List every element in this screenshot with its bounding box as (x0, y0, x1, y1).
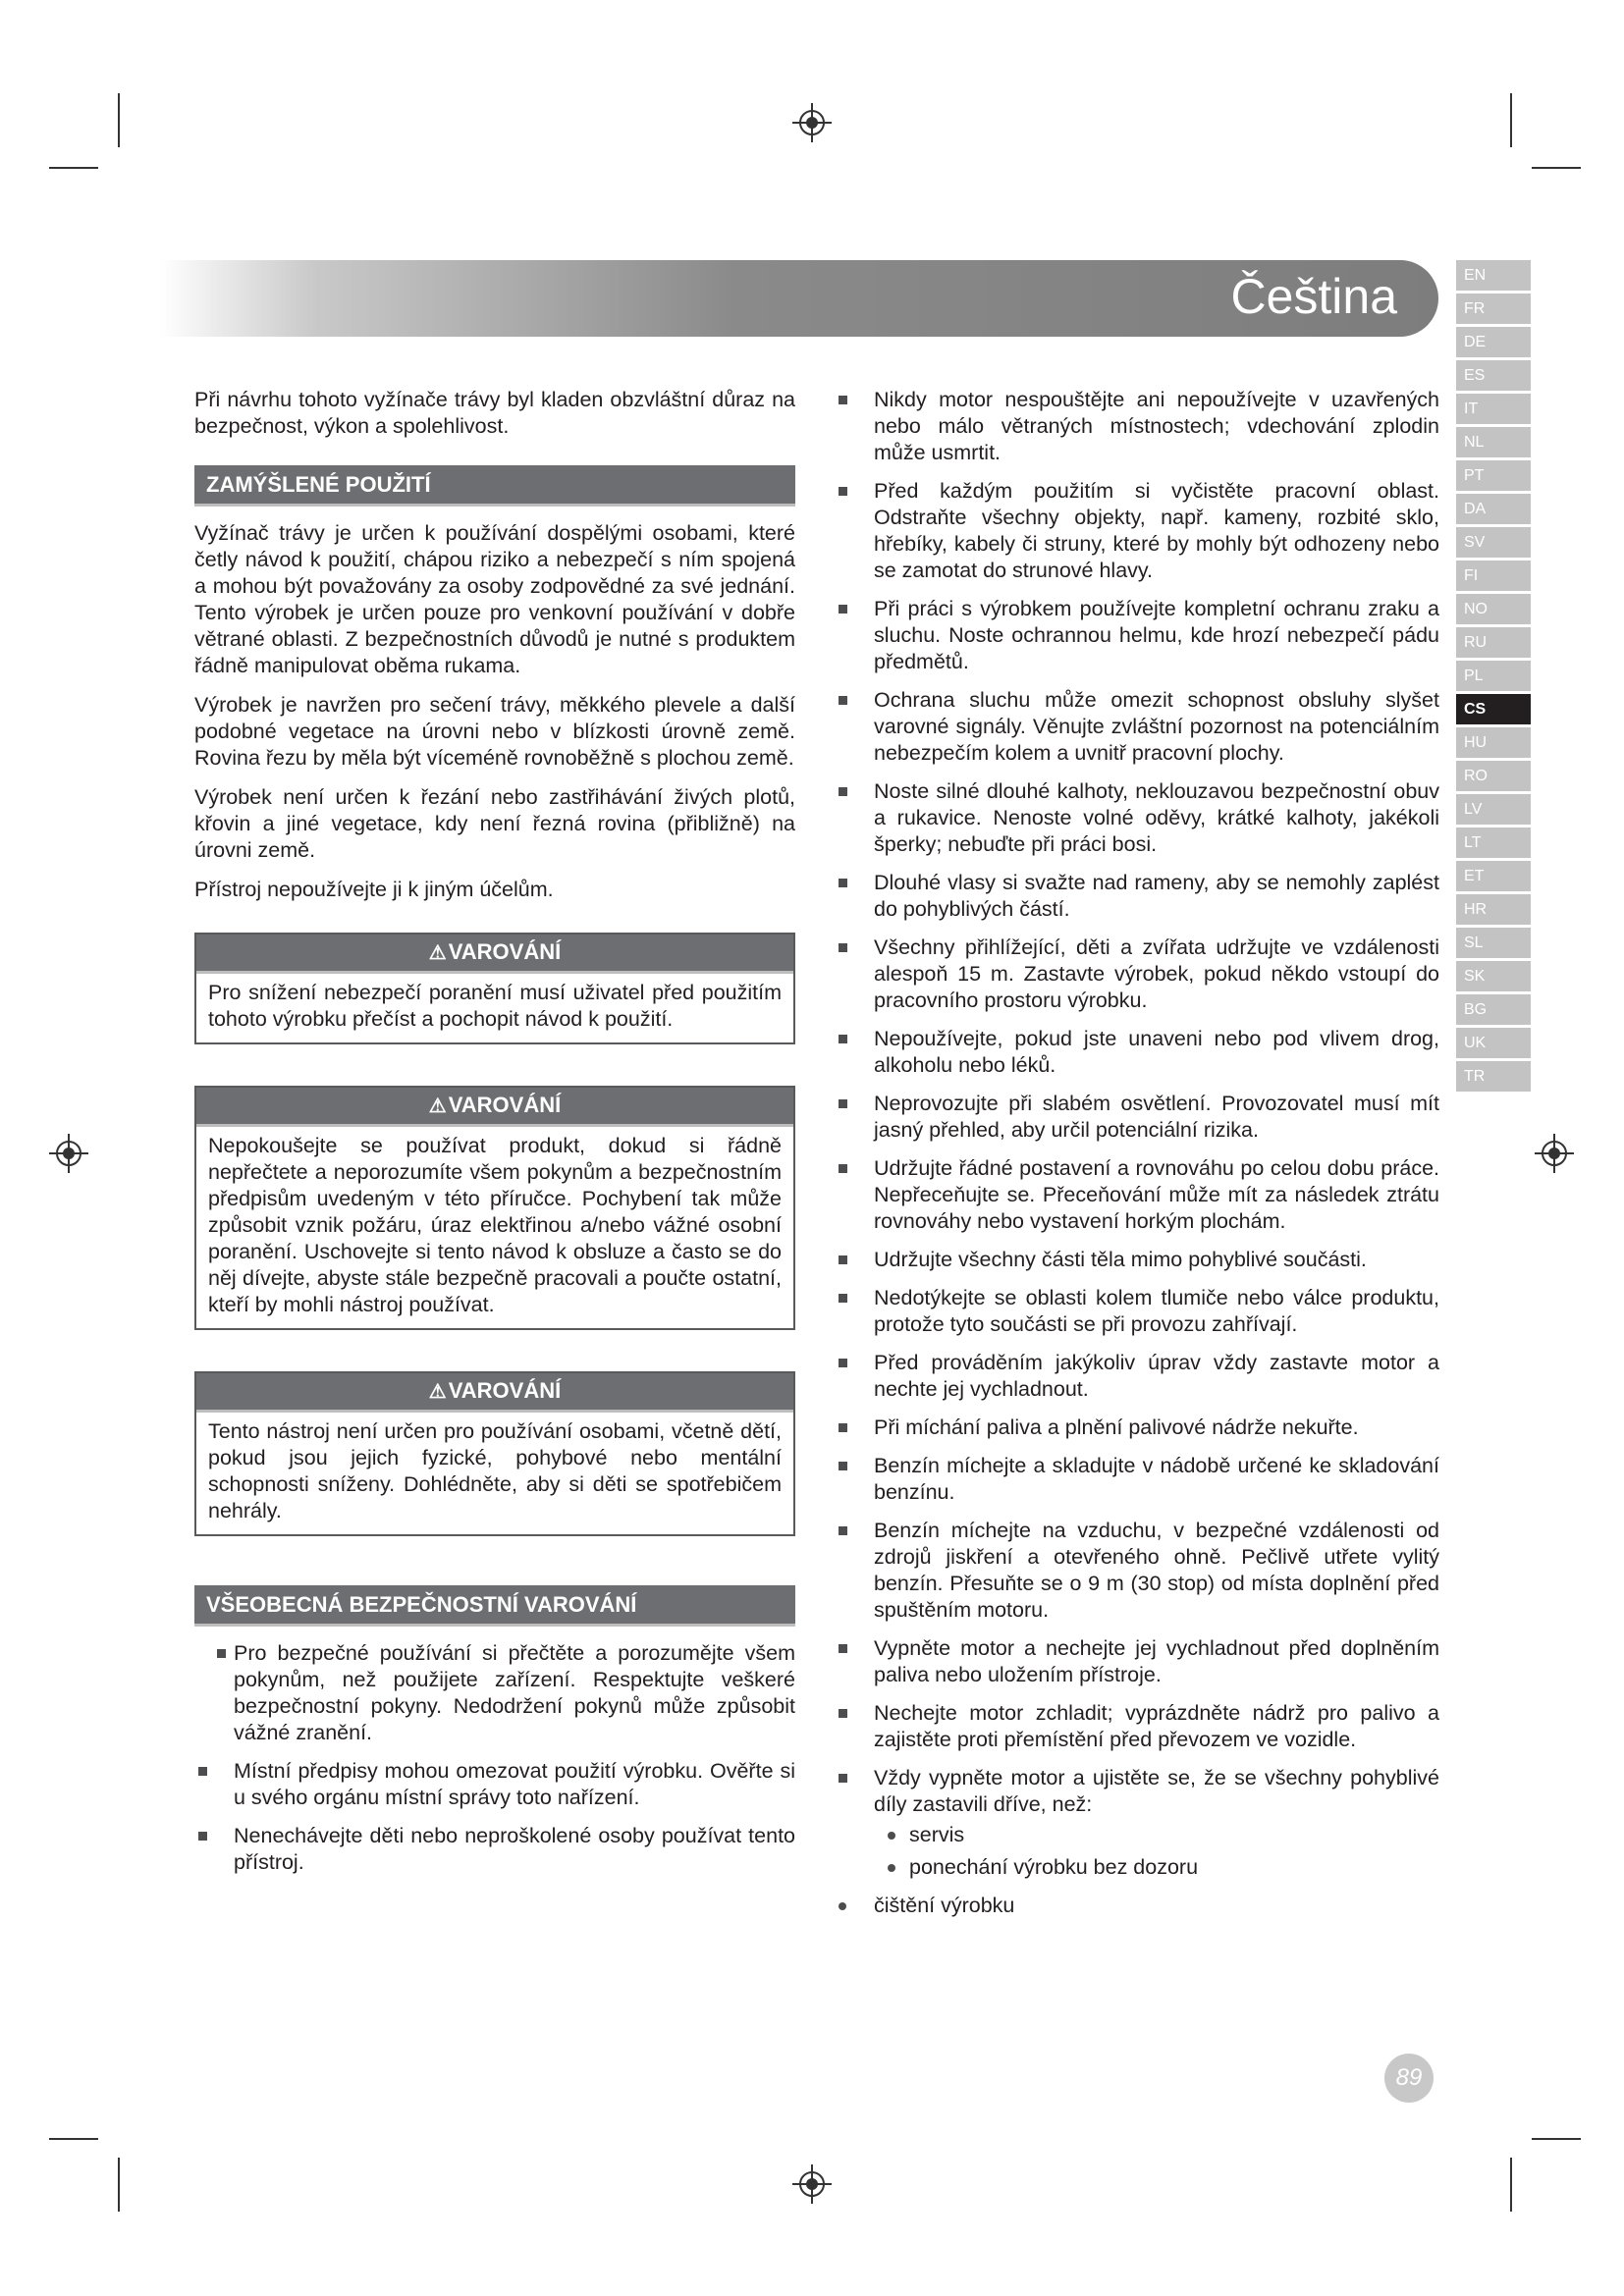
list-item (194, 1758, 795, 1811)
list-item (835, 1893, 1439, 1919)
sub-list-item-text: ponechání výrobku bez dozoru (909, 1855, 1199, 1879)
list-item (835, 934, 1439, 1014)
list-item (835, 1155, 1439, 1235)
list-item (194, 1640, 795, 1746)
list-item-text: čištění výrobku (874, 1894, 1015, 1917)
bullet-square-icon (839, 1164, 847, 1173)
list-item-text: Pro bezpečné používání si přečtěte a porozumějte všem pokynům, než použijete zařízení. Respektujte veškeré bezpečnostní pokyny. Nedodržení pokynů může způsobit vážné zranění. (234, 1641, 795, 1744)
warning-text: Nepokoušejte se používat produkt, dokud si řádně nepřečtete a neporozumíte všem pokynům a bezpečnostním předpisům uvedeným v této příručce. Pochybení tak může způsobit vznik požáru, úraz elektřinou a/nebo vážné osobní poranění. Uschovejte si tento návod k obsluze a často se do něj dívejte, abyste stále bezpečně pracovali a poučte ostatní, kteří by mohli nástroj používat. (208, 1134, 782, 1316)
warning-triangle-icon: ⚠ (428, 942, 447, 964)
registration-mark-icon (792, 2164, 832, 2204)
list-item (835, 1518, 1439, 1624)
list-item-text: Nedotýkejte se oblasti kolem tlumiče nebo válce produktu, protože tyto součásti se při provozu zahřívají. (874, 1286, 1439, 1336)
list-item (835, 1453, 1439, 1506)
language-tab-fr[interactable]: FR (1456, 294, 1531, 324)
list-item-text: Nepoužívejte, pokud jste unaveni nebo pod vlivem drog, alkoholu nebo léků. (874, 1027, 1439, 1077)
language-tab-sk[interactable]: SK (1456, 961, 1531, 991)
bullet-square-icon (839, 1462, 847, 1470)
bullet-square-icon (839, 1359, 847, 1367)
bullet-dot-icon (839, 1902, 846, 1910)
warning-box (194, 1086, 795, 1330)
bullet-square-icon (839, 1644, 847, 1653)
language-tab-it[interactable]: IT (1456, 394, 1531, 424)
language-tab-pt[interactable]: PT (1456, 460, 1531, 491)
warning-box (194, 933, 795, 1044)
language-tab-hr[interactable]: HR (1456, 894, 1531, 925)
list-item (835, 1415, 1439, 1441)
bullet-square-icon (839, 487, 847, 496)
intended-use-paragraph: Vyžínač trávy je určen k používání dospělými osobami, které četly návod k použití, chápou riziko a nebezpečí s ním spojená a mohou být považovány za osoby zodpovědné za své jednání. Tento výrobek je určen pouze pro venkovní používání v dobře větrané oblasti. Z bezpečnostních důvodů je nutné s produktem řádně manipulovat oběma rukama. (194, 521, 795, 677)
warning-triangle-icon: ⚠ (428, 1381, 447, 1403)
warning-heading (196, 1088, 793, 1127)
list-item-text: Místní předpisy mohou omezovat použití výrobku. Ověřte si u svého orgánu místní správy toto nařízení. (234, 1759, 795, 1809)
bullet-square-icon (839, 787, 847, 796)
language-tab-ro[interactable]: RO (1456, 761, 1531, 791)
warning-text: Tento nástroj není určen pro používání osobami, včetně dětí, pokud jsou jejich fyzické, pohybové nebo mentální schopnosti sníženy. Dohlédněte, aby si děti se spotřebičem nehrály. (208, 1419, 782, 1522)
list-item-text: Vždy vypněte motor a ujistěte se, že se všechny pohyblivé díly zastavili dříve, než: (874, 1766, 1439, 1816)
list-item-text: Všechny přihlížející, děti a zvířata udržujte ve vzdálenosti alespoň 15 m. Zastavte výrobek, pokud někdo vstoupí do pracovního prostoru výrobku. (874, 935, 1439, 1012)
bullet-square-icon (839, 943, 847, 952)
bullet-square-icon (839, 696, 847, 705)
list-item-text: Benzín míchejte a skladujte v nádobě určené ke skladování benzínu. (874, 1454, 1439, 1504)
bullet-square-icon (198, 1767, 207, 1776)
list-item-text: Před prováděním jakýkoliv úprav vždy zastavte motor a nechte jej vychladnout. (874, 1351, 1439, 1401)
list-item (835, 1765, 1439, 1881)
bullet-square-icon (839, 1255, 847, 1264)
intro-paragraph: Při návrhu tohoto vyžínače trávy byl kladen obzvláštní důraz na bezpečnost, výkon a spolehlivost. (194, 388, 795, 438)
list-item-text: Nenechávejte děti nebo neproškolené osoby používat tento přístroj. (234, 1824, 795, 1874)
language-tab-uk[interactable]: UK (1456, 1028, 1531, 1058)
sub-list-item (874, 1822, 1439, 1848)
language-tab-et[interactable]: ET (1456, 861, 1531, 891)
bullet-square-icon (839, 1526, 847, 1535)
language-tab-lt[interactable]: LT (1456, 828, 1531, 858)
language-tab-sv[interactable]: SV (1456, 527, 1531, 558)
list-item-text: Noste silné dlouhé kalhoty, neklouzavou bezpečnostní obuv a rukavice. Nenoste volné oděvy, krátké kalhoty, jakékoli šperky; nebuďte při práci bosi. (874, 779, 1439, 856)
bullet-square-icon (198, 1832, 207, 1841)
page-title: Čeština (1230, 269, 1397, 324)
crop-mark (1532, 167, 1581, 169)
language-tab-bg[interactable]: BG (1456, 994, 1531, 1025)
language-tab-da[interactable]: DA (1456, 494, 1531, 524)
bullet-dot-icon (888, 1864, 895, 1872)
list-item-text: Nikdy motor nespouštějte ani nepoužívejte v uzavřených nebo málo větraných místnostech; vdechování zplodin může usmrtit. (874, 388, 1439, 464)
bullet-dot-icon (888, 1832, 895, 1840)
intended-use-paragraph: Přístroj nepoužívejte ji k jiným účelům. (194, 878, 554, 901)
sub-list-item-text: servis (909, 1823, 965, 1846)
list-item (835, 687, 1439, 767)
list-item (835, 778, 1439, 858)
warning-title: VAROVÁNÍ (448, 1093, 562, 1117)
language-tab-no[interactable]: NO (1456, 594, 1531, 624)
list-item (835, 1350, 1439, 1403)
warning-triangle-icon: ⚠ (428, 1095, 447, 1117)
language-tab-en[interactable]: EN (1456, 260, 1531, 291)
bullet-square-icon (839, 1423, 847, 1432)
language-tab-es[interactable]: ES (1456, 360, 1531, 391)
list-item (835, 1091, 1439, 1144)
list-item (835, 596, 1439, 675)
language-tabs (1456, 260, 1531, 1095)
registration-mark-icon (792, 103, 832, 142)
language-tab-pl[interactable]: PL (1456, 661, 1531, 691)
language-tab-fi[interactable]: FI (1456, 561, 1531, 591)
warning-heading (196, 934, 793, 974)
list-item (835, 1247, 1439, 1273)
list-item-text: Ochrana sluchu může omezit schopnost obsluhy slyšet varovné signály. Věnujte zvláštní pozornost na potenciálním nebezpečím kolem a uvnitř pracovní plochy. (874, 688, 1439, 765)
list-item (835, 1700, 1439, 1753)
bullet-square-icon (839, 1774, 847, 1783)
language-tab-ru[interactable]: RU (1456, 627, 1531, 658)
bullet-square-icon (839, 1099, 847, 1108)
list-item-text: Benzín míchejte na vzduchu, v bezpečné vzdálenosti od zdrojů jiskření a otevřeného ohně. Pečlivě utřete vylitý benzín. Přesuňte se o 9 m (30 stop) od místa doplnění před spuštěním motoru. (874, 1519, 1439, 1622)
crop-mark (118, 2158, 120, 2212)
crop-mark (118, 93, 120, 147)
bullet-square-icon (217, 1649, 226, 1658)
list-item-text: Při míchání paliva a plnění palivové nádrže nekuřte. (874, 1415, 1359, 1439)
language-tab-nl[interactable]: NL (1456, 427, 1531, 457)
language-tab-sl[interactable]: SL (1456, 928, 1531, 958)
list-item (835, 870, 1439, 923)
list-item (835, 1635, 1439, 1688)
intended-use-heading: ZAMÝŠLENÉ POUŽITÍ (194, 465, 795, 507)
crop-mark (1510, 2158, 1512, 2212)
list-item (835, 478, 1439, 584)
bullet-square-icon (839, 396, 847, 404)
bullet-square-icon (839, 879, 847, 887)
list-item (835, 1026, 1439, 1079)
bullet-square-icon (839, 1035, 847, 1043)
intended-use-paragraph: Výrobek je navržen pro sečení trávy, měkkého plevele a další podobné vegetace na úrovni nebo v blízkosti úrovně země. Rovina řezu by měla být víceméně rovnoběžně s plochou země. (194, 693, 795, 770)
warning-text: Pro snížení nebezpečí poranění musí uživatel před použitím tohoto výrobku přečíst a pochopit návod k použití. (208, 981, 782, 1031)
list-item-text: Před každým použitím si vyčistěte pracovní oblast. Odstraňte všechny objekty, např. kameny, rozbité sklo, hřebíky, kabely či struny, které by mohly být odhozeny nebo se zamotat do strunové hlavy. (874, 479, 1439, 582)
bullet-square-icon (839, 605, 847, 614)
list-item (194, 1823, 795, 1876)
language-tab-cs[interactable]: CS (1456, 694, 1531, 724)
sub-list (874, 1822, 1439, 1881)
list-item-text: Udržujte řádné postavení a rovnováhu po celou dobu práce. Nepřeceňujte se. Přeceňování může mít za následek ztrátu rovnováhy nebo vystavení horkým plochám. (874, 1156, 1439, 1233)
language-tab-de[interactable]: DE (1456, 327, 1531, 357)
bullet-square-icon (839, 1294, 847, 1303)
list-item-text: Udržujte všechny části těla mimo pohyblivé součásti. (874, 1248, 1367, 1271)
list-item-text: Při práci s výrobkem používejte kompletní ochranu zraku a sluchu. Noste ochrannou helmu, kde hrozí nebezpečí pádu předmětů. (874, 597, 1439, 673)
list-item-text: Nechejte motor zchladit; vyprázdněte nádrž pro palivo a zajistěte proti přemístění před převozem ve vozidle. (874, 1701, 1439, 1751)
warning-heading (196, 1373, 793, 1413)
safety-list (835, 387, 1439, 1753)
intended-use-paragraph: Výrobek není určen k řezání nebo zastřihávání živých plotů, křovin a jiné vegetace, kdy není řezná rovina (přibližně) na úrovni země. (194, 785, 795, 862)
bullet-square-icon (839, 1709, 847, 1718)
left-column (194, 387, 795, 1888)
crop-mark (49, 167, 98, 169)
registration-mark-icon (49, 1134, 88, 1173)
list-item (835, 387, 1439, 466)
language-tab-tr[interactable]: TR (1456, 1061, 1531, 1092)
list-item-text: Dlouhé vlasy si svažte nad rameny, aby se nemohly zaplést do pohyblivých částí. (874, 871, 1439, 921)
sub-list-item (874, 1854, 1439, 1881)
crop-mark (49, 2138, 98, 2140)
warning-title: VAROVÁNÍ (448, 939, 562, 964)
page-number: 89 (1384, 2054, 1434, 2103)
crop-mark (1532, 2138, 1581, 2140)
right-column (835, 387, 1439, 1919)
general-safety-list (194, 1758, 795, 1876)
safety-list-final (835, 1765, 1439, 1881)
list-item (835, 1285, 1439, 1338)
crop-mark (1510, 93, 1512, 147)
list-item-text: Vypněte motor a nechejte jej vychladnout před doplněním paliva nebo uložením přístroje. (874, 1636, 1439, 1686)
page-header-banner (160, 260, 1438, 337)
warning-box (194, 1371, 795, 1536)
registration-mark-icon (1535, 1134, 1574, 1173)
language-tab-lv[interactable]: LV (1456, 794, 1531, 825)
language-tab-hu[interactable]: HU (1456, 727, 1531, 758)
list-item-text: Neprovozujte při slabém osvětlení. Provozovatel musí mít jasný přehled, aby určil potenciální rizika. (874, 1092, 1439, 1142)
general-safety-heading: VŠEOBECNÁ BEZPEČNOSTNÍ VAROVÁNÍ (194, 1585, 795, 1627)
warning-title: VAROVÁNÍ (448, 1378, 562, 1403)
